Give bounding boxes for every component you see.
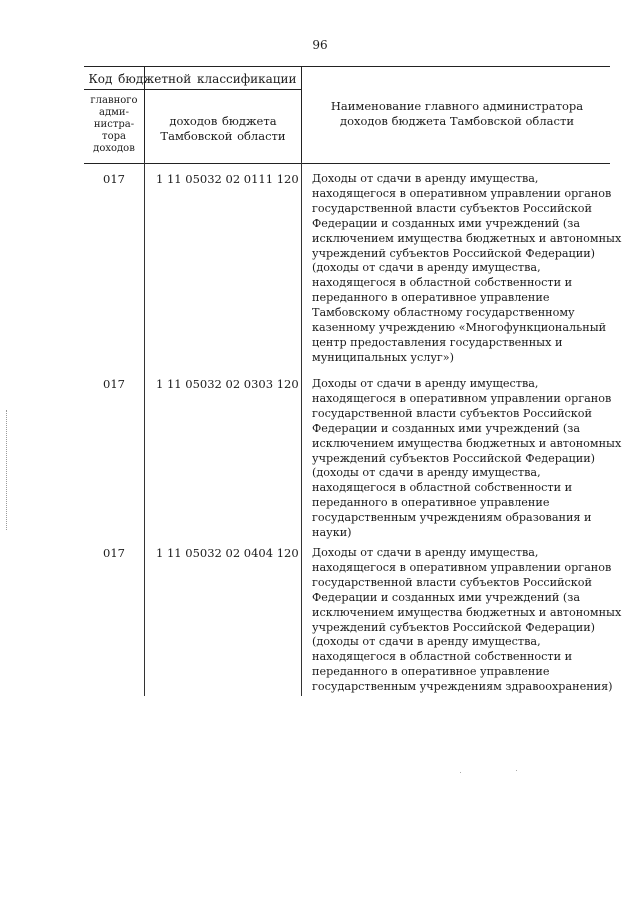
scan-speck <box>516 770 517 771</box>
description-line: (доходы от сдачи в аренду имущества, <box>312 261 541 275</box>
income-code: 1 11 05032 02 0404 120 <box>156 546 299 560</box>
kbk-title: Код бюджетной классификации <box>88 72 297 86</box>
admin-code: 017 <box>103 172 125 186</box>
description-line: государственным учреждениям образования и <box>312 511 592 525</box>
income-code: 1 11 05032 02 0303 120 <box>156 377 299 391</box>
income-header-line: доходов бюджета <box>169 114 277 128</box>
name-header-line: Наименование главного администратора <box>330 99 584 113</box>
header-divider-code <box>301 67 302 163</box>
description-line: (доходы от сдачи в аренду имущества, <box>312 635 541 649</box>
income-column-header <box>145 114 301 144</box>
description-line: переданного в оперативное управление <box>312 665 550 679</box>
description-line: Доходы от сдачи в аренду имущества, <box>312 377 539 390</box>
description-line: казенному учреждению «Многофункциональный <box>312 321 607 335</box>
administrator-name <box>312 172 622 366</box>
description-line: исключением имущества бюджетных и автономных <box>312 605 622 619</box>
description-line: находящегося в областной собственности и <box>312 650 573 664</box>
description-line: находящегося в областной собственности и <box>312 276 573 290</box>
name-column-header <box>310 99 604 129</box>
admin-code: 017 <box>103 546 125 560</box>
income-header-line: Тамбовской области <box>160 129 286 143</box>
description-line: находящегося в оперативном управлении органов <box>312 560 612 574</box>
description-line: учреждений субъектов Российской Федерации) <box>312 246 596 260</box>
description-line: исключением имущества бюджетных и автономных <box>312 436 622 450</box>
admin-header-line: адми- <box>99 107 129 118</box>
description-line: Доходы от сдачи в аренду имущества, <box>312 172 539 185</box>
admin-header-line: нистра- <box>93 119 135 130</box>
description-line: Доходы от сдачи в аренду имущества, <box>312 546 539 559</box>
admin-header-line: тора <box>102 131 126 142</box>
description-line: государственной власти субъектов Российской <box>312 201 592 215</box>
description-line: государственной власти субъектов Российской <box>312 575 592 589</box>
description-line: переданного в оперативное управление <box>312 496 550 510</box>
scan-speck <box>460 772 461 773</box>
description-line: Федерации и созданных ими учреждений (за <box>312 421 581 435</box>
name-header-line: доходов бюджета Тамбовской области <box>340 114 574 128</box>
admin-column-header <box>84 95 144 155</box>
description-line: центр предоставления государственных и <box>312 335 563 349</box>
body-divider-code <box>301 162 302 696</box>
table-header <box>84 66 610 164</box>
page-number: 96 <box>312 38 328 52</box>
scan-margin-mark <box>6 410 9 530</box>
description-line: науки) <box>312 526 352 540</box>
description-line: находящегося в оперативном управлении органов <box>312 186 612 200</box>
admin-header-line: главного <box>90 95 138 106</box>
description-line: находящегося в оперативном управлении органов <box>312 391 612 405</box>
administrator-name <box>312 546 622 695</box>
description-line: Тамбовскому областному государственному <box>312 306 575 320</box>
description-line: Федерации и созданных ими учреждений (за <box>312 590 581 604</box>
description-line: государственным учреждениям здравоохранения) <box>312 680 613 694</box>
description-line: (доходы от сдачи в аренду имущества, <box>312 466 541 480</box>
description-line: учреждений субъектов Российской Федерации) <box>312 451 596 465</box>
description-line: переданного в оперативное управление <box>312 291 550 305</box>
header-kbk-underline <box>84 89 301 90</box>
administrator-name <box>312 377 622 541</box>
description-line: Федерации и созданных ими учреждений (за <box>312 216 581 230</box>
income-code: 1 11 05032 02 0111 120 <box>156 172 299 186</box>
admin-header-line: доходов <box>93 143 135 154</box>
description-line: учреждений субъектов Российской Федерации) <box>312 620 596 634</box>
description-line: государственной власти субъектов Российской <box>312 406 592 420</box>
description-line: находящегося в областной собственности и <box>312 481 573 495</box>
description-line: муниципальных услуг») <box>312 350 455 364</box>
body-divider-admin <box>144 162 145 696</box>
admin-code: 017 <box>103 377 125 391</box>
description-line: исключением имущества бюджетных и автономных <box>312 231 622 245</box>
